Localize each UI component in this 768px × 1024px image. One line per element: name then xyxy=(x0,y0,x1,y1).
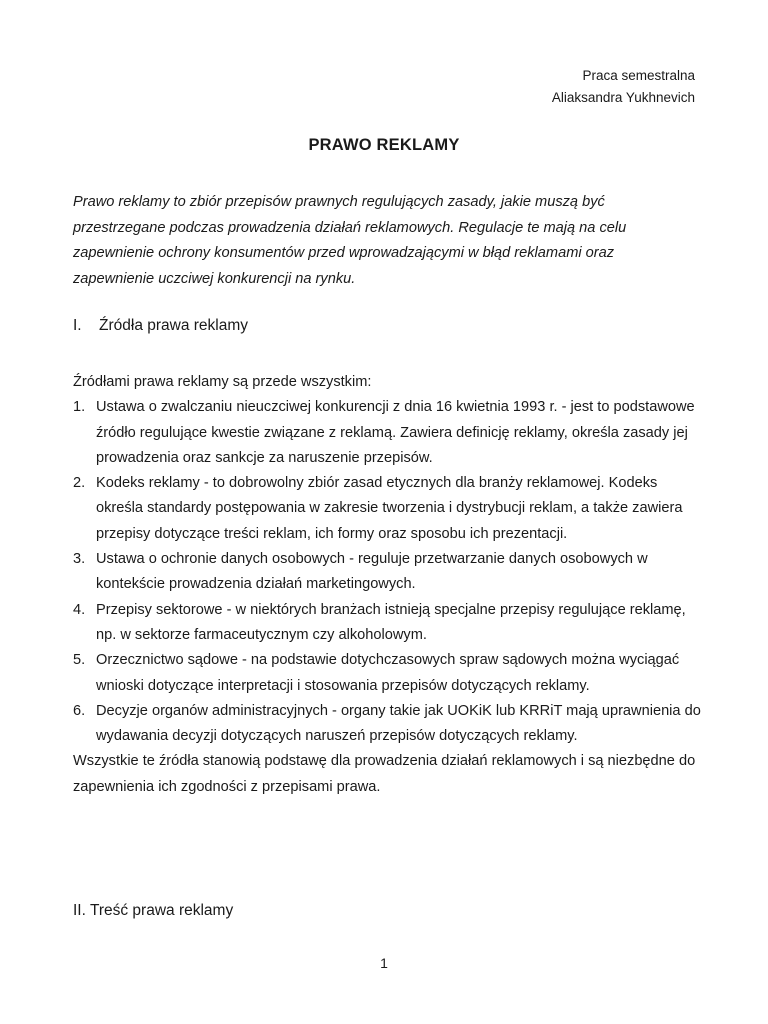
header-author: Aliaksandra Yukhnevich xyxy=(551,90,695,105)
list-item-number: 6. xyxy=(73,702,86,719)
list-item xyxy=(73,598,703,649)
list-item-number: 4. xyxy=(73,601,86,618)
section-closing: Wszystkie te źródła stanowią podstawę dla prowadzenia działań reklamowych i są niezbędne do zapewnienia ich zgodności z przepisami prawa. xyxy=(73,753,696,795)
list-item-text: Ustawa o ochronie danych osobowych - reguluje przetwarzanie danych osobowych w kontekście prowadzenia działań marketingowych. xyxy=(96,551,648,593)
list-item xyxy=(73,699,703,750)
list-item xyxy=(73,547,703,598)
list-item-text: Decyzje organów administracyjnych - organy takie jak UOKiK lub KRRiT mają uprawnienia do wydawania decyzji dotyczących naruszeń przepisów dotyczących reklamy. xyxy=(96,702,701,745)
list-item xyxy=(73,648,703,699)
section-title: Źródła prawa reklamy xyxy=(99,317,249,334)
list-item xyxy=(73,471,703,547)
section-number: I. xyxy=(73,317,82,334)
list-item-text: Orzecznictwo sądowe - na podstawie dotychczasowych spraw sądowych można wyciągać wnioski dotyczące interpretacji i stosowania przepisów dotyczących reklamy. xyxy=(96,652,680,694)
header-course-type: Praca semestralna xyxy=(582,68,695,83)
section-lead: Źródłami prawa reklamy są przede wszystkim: xyxy=(73,374,372,390)
section-heading-2: II. Treść prawa reklamy xyxy=(73,902,234,919)
list-item-number: 5. xyxy=(73,652,86,669)
list-item-text: Ustawa o zwalczaniu nieuczciwej konkurencji z dnia 16 kwietnia 1993 r. - jest to podstawowe źródło regulujące kwestie związane z reklamą. Zawiera definicję reklamy, określa zasady jej prowadzenia oraz sankcje za naruszenie przepisów. xyxy=(96,399,695,466)
section-heading-1 xyxy=(73,317,248,335)
page-number: 1 xyxy=(380,955,388,971)
list-item-number: 2. xyxy=(73,475,86,492)
list-item-number: 1. xyxy=(73,399,86,416)
list-item xyxy=(73,395,703,471)
sources-list xyxy=(73,395,703,749)
list-item-text: Przepisy sektorowe - w niektórych branżach istnieją specjalne przepisy regulujące reklamę, np. w sektorze farmaceutycznym czy alkoholowym. xyxy=(96,601,686,643)
document-title: PRAWO REKLAMY xyxy=(308,136,460,154)
document-header xyxy=(552,65,695,109)
list-item-number: 3. xyxy=(73,551,86,568)
list-item-text: Kodeks reklamy - to dobrowolny zbiór zasad etycznych dla branży reklamowej. Kodeks określa standardy postępowania w zakresie tworzenia i dystrybucji reklam, a także zawiera przepisy dotyczące treści reklam, ich formy oraz sposobu ich prezentacji. xyxy=(96,475,683,542)
intro-paragraph: Prawo reklamy to zbiór przepisów prawnych regulujących zasady, jakie muszą być przestrzegane podczas prowadzenia działań reklamowych. Regulacje te mają na celu zapewnienie ochrony konsumentów przed wprowadzającymi w błąd reklamami oraz zapewnienie uczciwej konkurencji na rynku. xyxy=(73,194,627,287)
section-1-body xyxy=(73,370,703,800)
